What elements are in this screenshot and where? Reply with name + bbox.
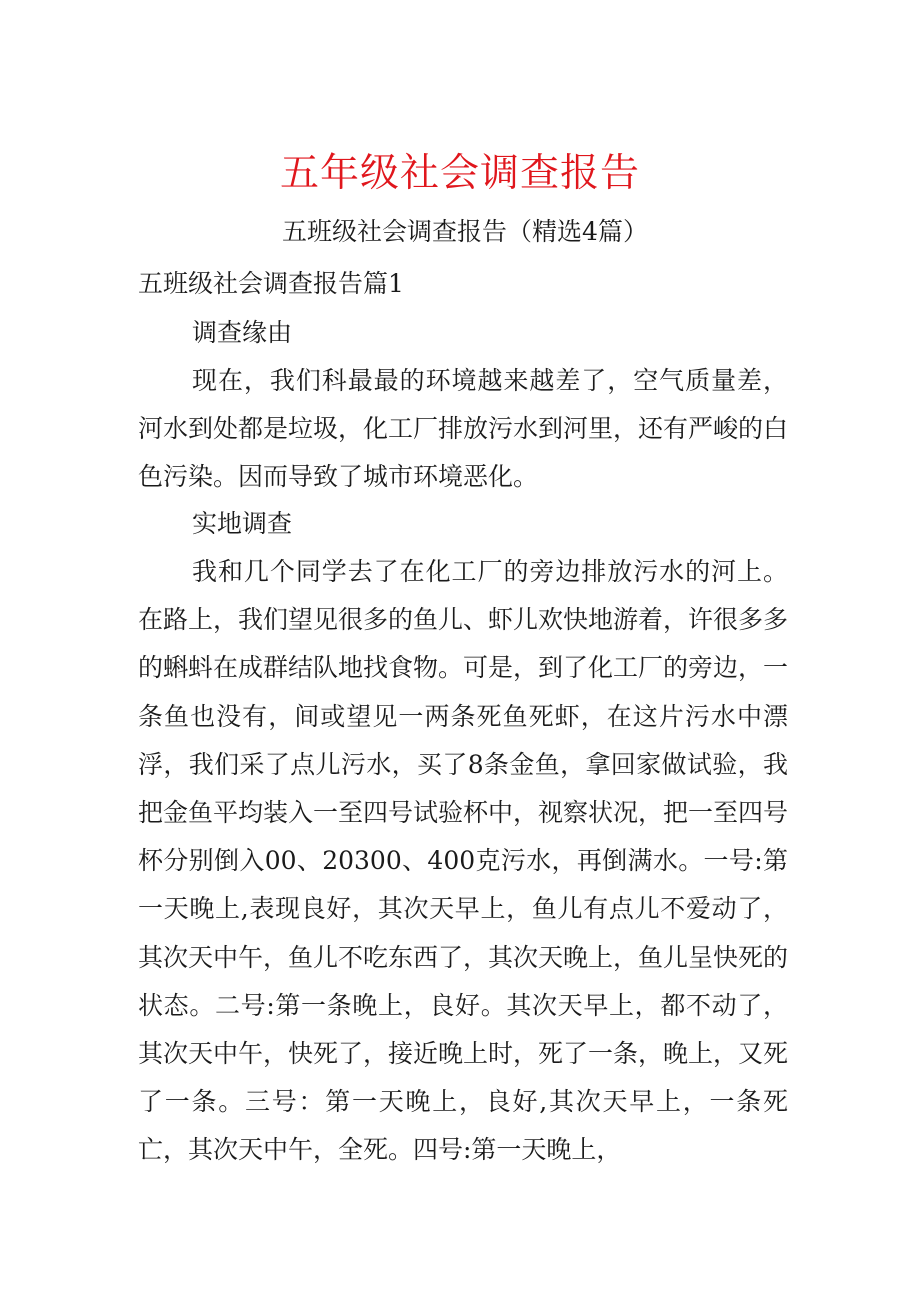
section-heading: 五班级社会调查报告篇1 (138, 269, 404, 298)
document-title: 五年级社会调查报告 (279, 151, 640, 196)
document-subtitle: 五班级社会调查报告（精选4篇） (282, 217, 648, 246)
subsection-heading-reason: 调查缘由 (192, 318, 293, 347)
subsection-heading-field-survey: 实地调查 (192, 509, 293, 538)
paragraph-reason: 现在，我们科最最的环境越来越差了，空气质量差，河水到处都是垃圾，化工厂排放污水到河里，还有严峻的白色污染。因而导致了城市环境恶化。 (138, 366, 789, 492)
paragraph-field-survey: 我和几个同学去了在化工厂的旁边排放污水的河上。在路上，我们望见很多的鱼儿、虾儿欢快地游着，许很多多的蝌蚪在成群结队地找食物。可是，到了化工厂的旁边，一条鱼也没有，间或望见一两条死鱼死虾，在这片污水中漂浮，我们采了点儿污水，买了8条金鱼，拿回家做试验，我把金鱼平均装入一至四号试验杯中，视察状况，把一至四号杯分别倒入00、20300、400克污水，再倒满水。一号:第一天晚上,表现良好，其次天早上，鱼儿有点儿不爱动了，其次天中午，鱼儿不吃东西了，其次天晚上，鱼儿呈快死的状态。二号:第一条晚上，良好。其次天早上，都不动了，其次天中午，快死了，接近晚上时，死了一条，晚上，又死了一条。三号：第一天晚上，良好,其次天早上，一条死亡，其次天中午，全死。四号:第一天晚上， (138, 557, 789, 1165)
